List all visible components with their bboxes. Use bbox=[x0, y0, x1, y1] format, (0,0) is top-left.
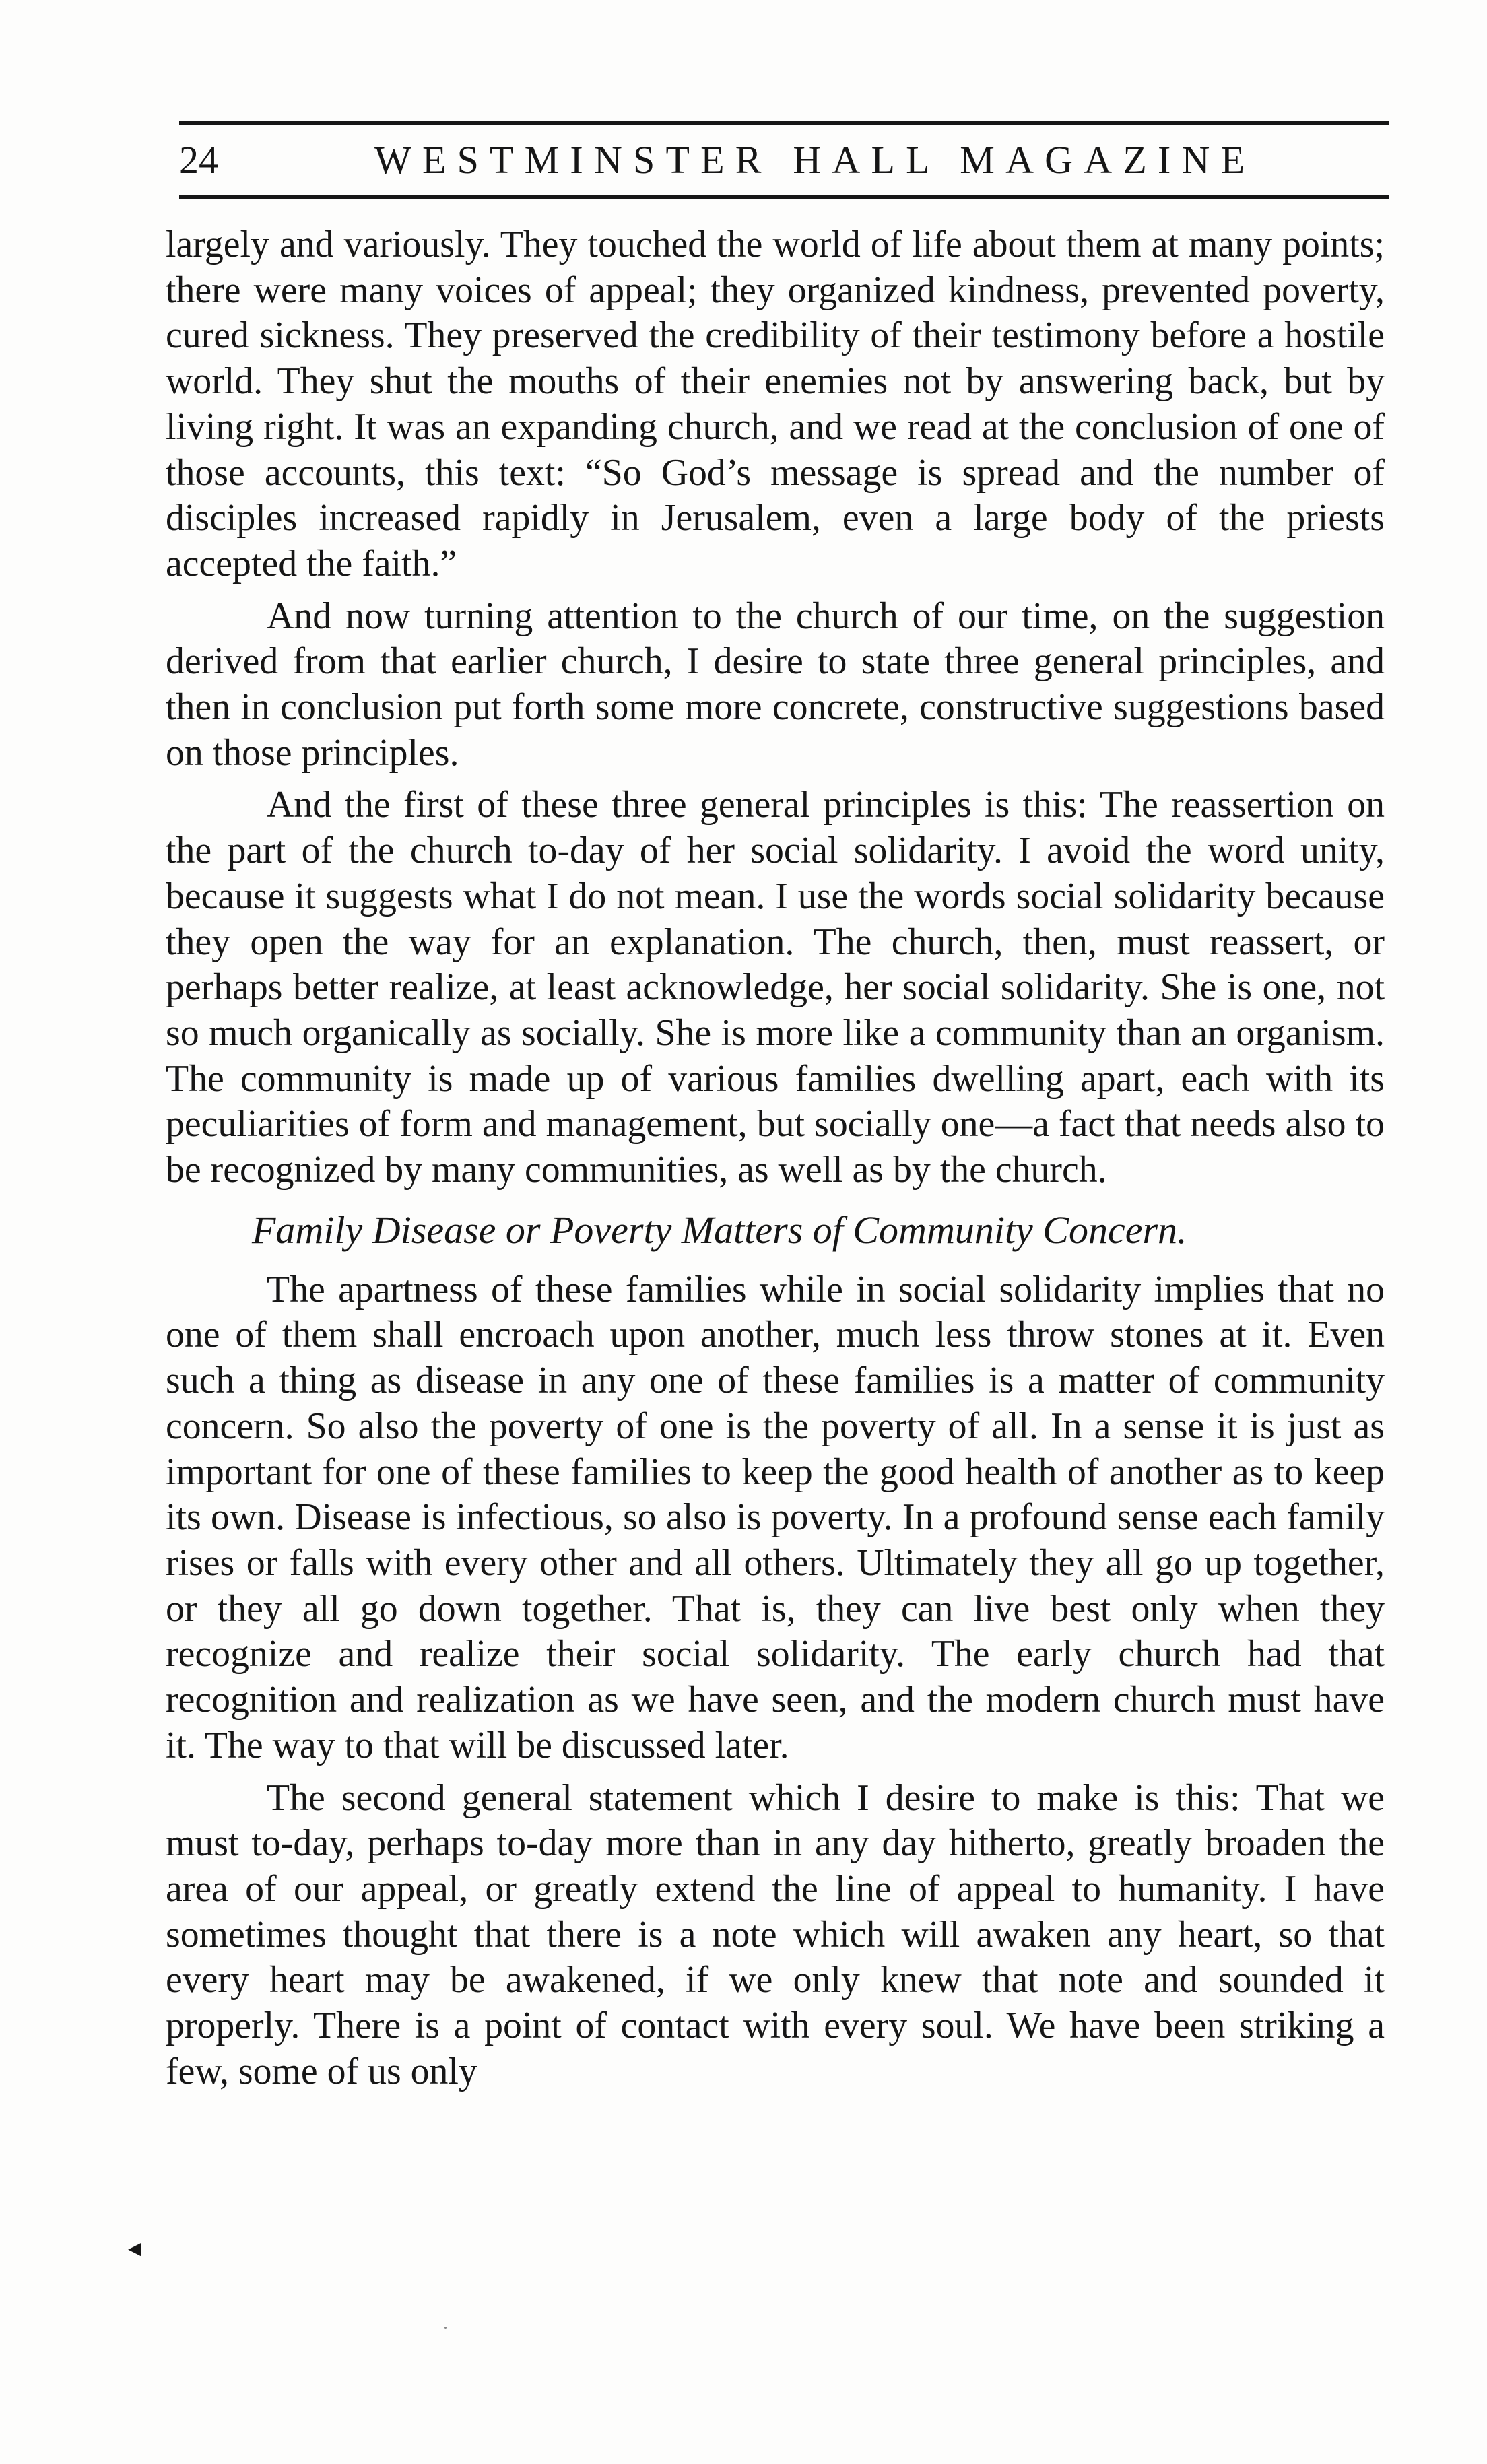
paragraph: The apartness of these families while in social solidarity implies that no one of them shall encroach upon another, much less throw stones at it. Even such a thing as disease in any one of these families is a matter of community concern. So also the poverty of one is the poverty of all. In a sense it is just as important for one of these families to keep the good health of another as to keep its own. Disease is infectious, so also is poverty. In a profound sense each family rises or falls with every other and all others. Ultimately they all go up together, or they all go down together. That is, they can live best only when they recognize and realize their social solidarity. The early church had that recognition and realization as we have seen, and the modern church must have it. The way to that will be discussed later. bbox=[166, 1268, 1385, 1766]
page-number: 24 bbox=[179, 138, 218, 182]
running-title: WESTMINSTER HALL MAGAZINE bbox=[374, 138, 1256, 182]
margin-arrow-icon: ◂ bbox=[128, 2232, 142, 2263]
paragraph: The second general statement which I desire to make is this: That we must to-day, perhaps to-day more than in any day hitherto, greatly broaden the area of our appeal, or greatly extend the line of appeal to humanity. I have sometimes thought that there is a note which will awaken any heart, so that every heart may be awakened, if we only knew that note and sounded it properly. There is a point of contact with every soul. We have been striking a few, some of us only bbox=[166, 1776, 1385, 2092]
scan-speck bbox=[444, 2327, 447, 2329]
paragraph: And the first of these three general principles is this: The reassertion on the part of the church to-day of her social solidarity. I avoid the word unity, because it suggests what I do not mean. I use the words social solidarity because they open the way for an explanation. The church, then, must reassert, or perhaps better realize, at least acknowledge, her social solidarity. She is one, not so much organically as socially. She is more like a community than an organism. The community is made up of various families dwelling apart, each with its peculiarities of form and management, but socially one—a fact that needs also to be recognized by many communities, as well as by the church. bbox=[166, 784, 1385, 1191]
paragraph: And now turning attention to the church of our time, on the suggestion derived from that earlier church, I desire to state three general principles, and then in conclusion put forth some more concrete, constructive suggestions based on those principles. bbox=[166, 595, 1385, 774]
paragraph-continued: largely and variously. They touched the world of life about them at many points; there were many voices of appeal; they organized kindness, prevented poverty, cured sickness. They preserved the credibility of their testimony before a hostile world. They shut the mouths of their enemies not by answering back, but by living right. It was an expanding church, and we read at the conclusion of one of those accounts, this text: “So God’s message is spread and the number of disciples increased rapidly in Jerusalem, even a large body of the priests accepted the faith.” bbox=[166, 224, 1385, 585]
section-subheading: Family Disease or Poverty Matters of Community Concern. bbox=[252, 1207, 1187, 1252]
running-header bbox=[179, 121, 1389, 199]
article-body bbox=[166, 222, 1385, 2101]
header-bottom-rule bbox=[179, 195, 1389, 199]
header-top-rule bbox=[179, 121, 1389, 125]
